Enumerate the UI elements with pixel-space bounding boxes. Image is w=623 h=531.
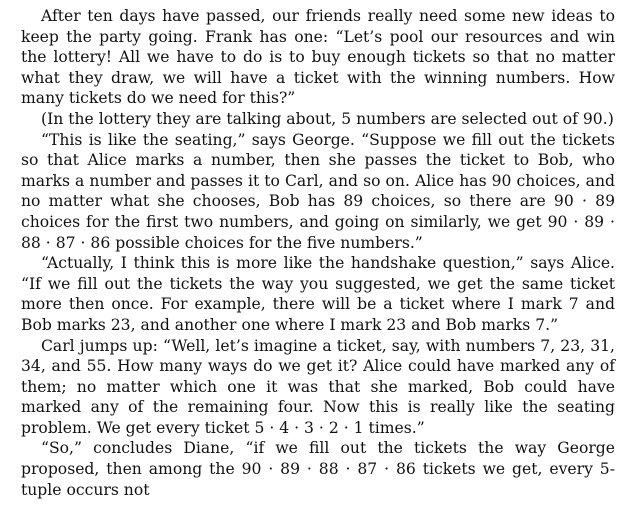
book-page xyxy=(21,6,615,500)
paragraph-carl-ticket: Carl jumps up: “Well, let’s imagine a ticket, say, with numbers 7, 23, 31, 34, and 55. How many ways do we get it? Alice could have marked any of them; no matter which one it was that she marked, Bob could have marked any of the remaining four. Now this is really like the seating problem. We get every ticket 5 · 4 · 3 · 2 · 1 times.” xyxy=(21,336,615,437)
paragraph-lottery-rules: (In the lottery they are talking about, 5 numbers are selected out of 90.) xyxy=(41,109,614,128)
paragraph-frank-lottery: After ten days have passed, our friends really need some new ideas to keep the party going. Frank has one: “Let’s pool our resources and win the lottery! All we have to do is to buy enough tickets so that no matter what they draw, we will have a ticket with the winning numbers. How many tickets do we need for this?” xyxy=(21,7,615,108)
paragraph-alice-handshake: “Actually, I think this is more like the handshake question,” says Alice. “If we fill out the tickets the way you suggested, we get the same ticket more then once. For example, there will be a ticket where I mark 7 and Bob marks 23, and another one where I mark 23 and Bob marks 7.” xyxy=(21,254,615,334)
paragraph-george-seating: “This is like the seating,” says George. “Suppose we fill out the tickets so that Alice marks a number, then she passes the ticket to Bob, who marks a number and passes it to Carl, and so on. Alice has 90 choices, and no matter what she chooses, Bob has 89 choices, so there are 90 · 89 choices for the first two numbers, and going on similarly, we get 90 · 89 · 88 · 87 · 86 possible choices for the five numbers.” xyxy=(21,130,615,252)
paragraph-diane-conclusion: “So,” concludes Diane, “if we fill out the tickets the way George proposed, then among the 90 · 89 · 88 · 87 · 86 tickets we get, every 5-tuple occurs not xyxy=(21,439,615,499)
